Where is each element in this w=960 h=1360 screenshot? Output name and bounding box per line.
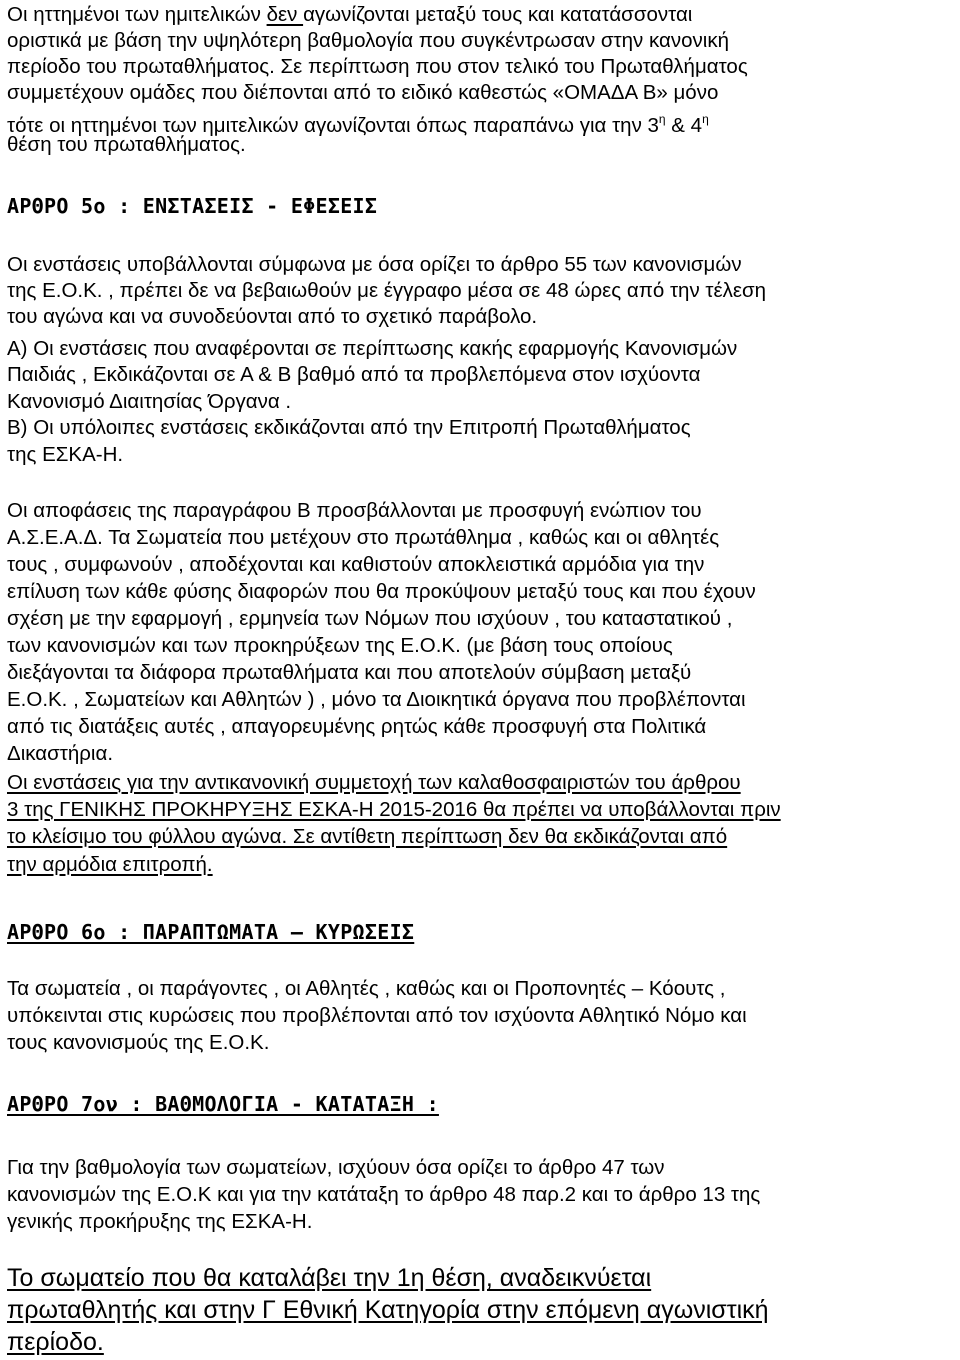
paragraph-line: Τα σωματεία , οι παράγοντες , οι Αθλητές , καθώς και οι Προπονητές – Κόουτς , [7, 977, 726, 1000]
paragraph-line: Οι ηττημένοι των ημιτελικών δεν αγωνίζονται μεταξύ τους και κατατάσσονται [7, 3, 693, 26]
paragraph-line: τους , συμφωνούν , αποδέχονται και καθιστούν αποκλειστικά αρμόδια για την [7, 553, 705, 576]
paragraph-line: κανονισμών της Ε.Ο.Κ και για την κατάταξη το άρθρο 48 παρ.2 και το άρθρο 13 της [7, 1183, 761, 1206]
paragraph-line: οριστικά με βάση την υψηλότερη βαθμολογία που συγκέντρωσαν στην κανονική [7, 29, 729, 52]
paragraph-line: σχέση με την εφαρμογή , ερμηνεία των Νόμων που ισχύουν , του καταστατικού , [7, 607, 733, 630]
paragraph-line: τους κανονισμούς της Ε.Ο.Κ. [7, 1031, 270, 1054]
paragraph-line: της Ε.Ο.Κ. , πρέπει δε να βεβαιωθούν με έγγραφο μέσα σε 48 ώρες από την τέλεση [7, 279, 767, 302]
underlined-paragraph-line: το κλείσιμο του φύλλου αγώνα. Σε αντίθετη περίπτωση δεν θα εκδικάζονται από [7, 825, 728, 848]
paragraph-line: από τις διατάξεις αυτές , απαγορευμένης ρητώς κάθε προσφυγή στα Πολιτικά [7, 715, 707, 738]
underlined-paragraph-line: 3 της ΓΕΝΙΚΗΣ ΠΡΟΚΗΡΥΞΗΣ ΕΣΚΑ-Η 2015-2016 θα πρέπει να υποβάλλονται πριν [7, 798, 781, 821]
paragraph-line: συμμετέχουν ομάδες που διέπονται από το ειδικό καθεστώς «ΟΜΑΔΑ Β» μόνο [7, 81, 719, 104]
paragraph-line: υπόκεινται στις κυρώσεις που προβλέπονται από τον ισχύοντα Αθλητικό Νόμο και [7, 1004, 747, 1027]
paragraph-line: διεξάγονται τα διάφορα πρωταθλήματα και που αποτελούν σύμβαση μεταξύ [7, 661, 692, 684]
paragraph-line: Δικαστήρια. [7, 742, 114, 765]
final-statement-line: Το σωματείο που θα καταλάβει την 1η θέση, αναδεικνύεται [7, 1264, 652, 1292]
article-5-heading: ΑΡΘΡΟ 5ο : ΕΝΣΤΑΣΕΙΣ - ΕΦΕΣΕΙΣ [7, 194, 378, 218]
paragraph-line: τότε οι ηττημένοι των ημιτελικών αγωνίζονται όπως παραπάνω για την $3^\eta$ & $4^\eta$ [7, 112, 709, 137]
paragraph-line: Ε.Ο.Κ. , Σωματείων και Αθλητών ) , μόνο τα Διοικητικά όργανα που προβλέπονται [7, 688, 746, 711]
article-6-heading: ΑΡΘΡΟ 6ο : ΠΑΡΑΠΤΩΜΑΤΑ – ΚΥΡΩΣΕΙΣ [7, 920, 415, 944]
paragraph-line: Παιδιάς , Εκδικάζονται σε Α & Β βαθμό από τα προβλεπόμενα στον ισχύοντα [7, 363, 701, 386]
paragraph-line: Α) Οι ενστάσεις που αναφέρονται σε περίπτωσης κακής εφαρμογής Κανονισμών [7, 337, 738, 360]
paragraph-line: των κανονισμών και των προκηρύξεων της Ε.Ο.Κ. (με βάση τους οποίους [7, 634, 673, 657]
final-statement-line: περίοδο. [7, 1328, 104, 1356]
article-7-heading: ΑΡΘΡΟ 7ον : ΒΑΘΜΟΛΟΓΙΑ - ΚΑΤΑΤΑΞΗ : [7, 1092, 439, 1116]
paragraph-line: της ΕΣΚΑ-Η. [7, 443, 124, 466]
underlined-word: δεν [266, 3, 304, 26]
paragraph-line: γενικής προκήρυξης της ΕΣΚΑ-Η. [7, 1210, 313, 1233]
superscript: η [658, 112, 666, 126]
paragraph-line: Β) Οι υπόλοιπες ενστάσεις εκδικάζονται από την Επιτροπή Πρωταθλήματος [7, 416, 691, 439]
paragraph-line: Για την βαθμολογία των σωματείων, ισχύουν όσα ορίζει το άρθρο 47 των [7, 1156, 665, 1179]
paragraph-line: του αγώνα και να συνοδεύονται από το σχετικό παράβολο. [7, 305, 538, 328]
underlined-paragraph-line: την αρμόδια επιτροπή. [7, 853, 213, 876]
paragraph-line: περίοδο του πρωταθλήματος. Σε περίπτωση που στον τελικό του Πρωταθλήματος [7, 55, 748, 78]
paragraph-line: Οι ενστάσεις υποβάλλονται σύμφωνα με όσα ορίζει το άρθρο 55 των κανονισμών [7, 253, 742, 276]
final-statement-line: πρωταθλητής και στην Γ Εθνική Κατηγορία στην επόμενη αγωνιστική [7, 1296, 769, 1324]
paragraph-line: επίλυση των κάθε φύσης διαφορών που θα προκύψουν μεταξύ τους και που έχουν [7, 580, 756, 603]
paragraph-line: Κανονισμό Διαιτησίας Όργανα . [7, 390, 292, 413]
paragraph-line: Οι αποφάσεις της παραγράφου Β προσβάλλονται με προσφυγή ενώπιον του [7, 499, 702, 522]
paragraph-line: θέση του πρωταθλήματος. [7, 133, 246, 156]
underlined-paragraph-line: Οι ενστάσεις για την αντικανονική συμμετοχή των καλαθοσφαιριστών του άρθρου [7, 771, 741, 794]
paragraph-line: Α.Σ.Ε.Α.Δ. Τα Σωματεία που μετέχουν στο πρωτάθλημα , καθώς και οι αθλητές [7, 526, 720, 549]
superscript: η [702, 112, 709, 126]
